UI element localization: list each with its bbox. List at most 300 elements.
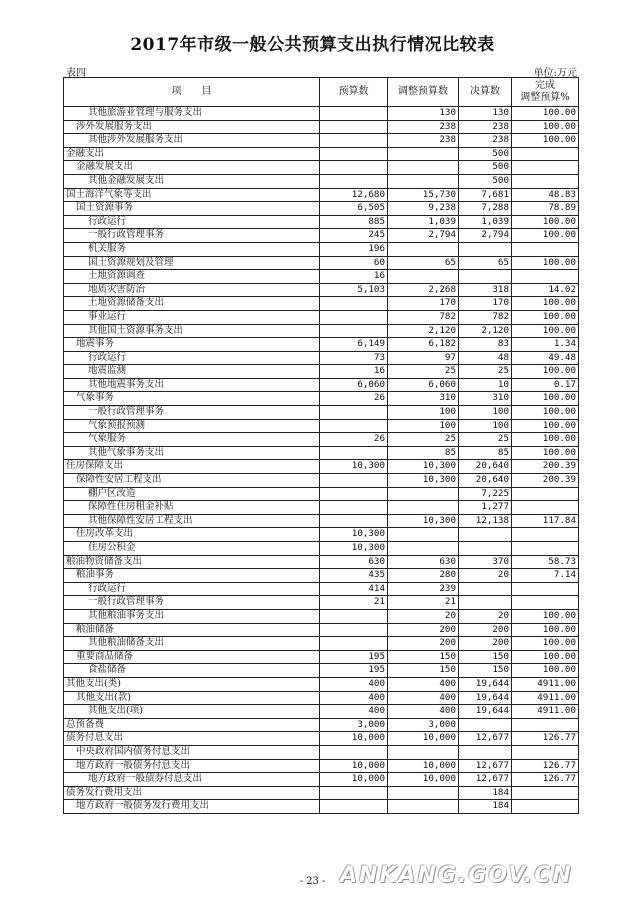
table-row bbox=[64, 147, 579, 161]
table-row bbox=[64, 528, 579, 542]
row-budget bbox=[320, 147, 388, 161]
row-budget: 26 bbox=[320, 433, 388, 447]
row-final-accounts: 65 bbox=[459, 256, 512, 270]
row-completion-rate bbox=[512, 718, 579, 732]
row-budget bbox=[320, 324, 388, 338]
row-adjusted-budget: 238 bbox=[388, 120, 459, 134]
row-adjusted-budget: 10,300 bbox=[388, 514, 459, 528]
table-row bbox=[64, 365, 579, 379]
row-budget: 6,505 bbox=[320, 202, 388, 216]
table-row bbox=[64, 406, 579, 420]
row-completion-rate: 1.34 bbox=[512, 338, 579, 352]
row-adjusted-budget: 280 bbox=[388, 569, 459, 583]
row-completion-rate: 58.73 bbox=[512, 555, 579, 569]
table-row bbox=[64, 283, 579, 297]
row-completion-rate bbox=[512, 596, 579, 610]
row-adjusted-budget bbox=[388, 800, 459, 814]
row-completion-rate bbox=[512, 542, 579, 556]
row-item-name: 棚户区改造 bbox=[64, 487, 320, 501]
row-final-accounts: 7,288 bbox=[459, 202, 512, 216]
row-adjusted-budget bbox=[388, 161, 459, 175]
row-final-accounts bbox=[459, 596, 512, 610]
row-completion-rate: 14.02 bbox=[512, 283, 579, 297]
expenditure-table bbox=[63, 77, 579, 814]
row-completion-rate bbox=[512, 745, 579, 759]
row-item-name: 地方政府一般债务发行费用支出 bbox=[64, 800, 320, 814]
row-final-accounts: 20,640 bbox=[459, 474, 512, 488]
table-row bbox=[64, 392, 579, 406]
row-adjusted-budget: 200 bbox=[388, 637, 459, 651]
row-budget: 885 bbox=[320, 215, 388, 229]
row-budget bbox=[320, 609, 388, 623]
row-budget: 196 bbox=[320, 242, 388, 256]
table-row bbox=[64, 107, 579, 121]
table-row bbox=[64, 134, 579, 148]
row-adjusted-budget: 6,060 bbox=[388, 378, 459, 392]
row-adjusted-budget: 400 bbox=[388, 691, 459, 705]
row-final-accounts: 12,677 bbox=[459, 773, 512, 787]
row-adjusted-budget: 150 bbox=[388, 664, 459, 678]
row-final-accounts: 19,644 bbox=[459, 677, 512, 691]
row-item-name: 住房公积金 bbox=[64, 542, 320, 556]
table-row bbox=[64, 433, 579, 447]
row-adjusted-budget: 310 bbox=[388, 392, 459, 406]
row-adjusted-budget: 15,730 bbox=[388, 188, 459, 202]
row-completion-rate: 126.77 bbox=[512, 773, 579, 787]
row-completion-rate: 200.39 bbox=[512, 474, 579, 488]
row-budget: 10,000 bbox=[320, 773, 388, 787]
row-adjusted-budget: 782 bbox=[388, 310, 459, 324]
row-adjusted-budget: 2,120 bbox=[388, 324, 459, 338]
row-item-name: 一般行政管理事务 bbox=[64, 406, 320, 420]
row-final-accounts: 130 bbox=[459, 107, 512, 121]
row-completion-rate: 100.00 bbox=[512, 433, 579, 447]
row-final-accounts: 782 bbox=[459, 310, 512, 324]
row-final-accounts: 184 bbox=[459, 800, 512, 814]
row-completion-rate: 100.00 bbox=[512, 107, 579, 121]
row-item-name: 土地资源储备支出 bbox=[64, 297, 320, 311]
table-row bbox=[64, 270, 579, 284]
table-row bbox=[64, 664, 579, 678]
row-item-name: 其他国土资源事务支出 bbox=[64, 324, 320, 338]
row-completion-rate bbox=[512, 147, 579, 161]
row-completion-rate: 126.77 bbox=[512, 759, 579, 773]
row-budget bbox=[320, 786, 388, 800]
row-budget: 10,000 bbox=[320, 732, 388, 746]
row-final-accounts: 2,794 bbox=[459, 229, 512, 243]
row-budget: 245 bbox=[320, 229, 388, 243]
row-budget bbox=[320, 297, 388, 311]
row-completion-rate: 100.00 bbox=[512, 664, 579, 678]
row-adjusted-budget: 20 bbox=[388, 609, 459, 623]
row-item-name: 地质灾害防治 bbox=[64, 283, 320, 297]
row-adjusted-budget: 3,000 bbox=[388, 718, 459, 732]
table-row bbox=[64, 759, 579, 773]
row-final-accounts: 2,120 bbox=[459, 324, 512, 338]
row-adjusted-budget: 25 bbox=[388, 365, 459, 379]
row-adjusted-budget: 2,268 bbox=[388, 283, 459, 297]
row-budget bbox=[320, 745, 388, 759]
table-header-row bbox=[64, 78, 579, 107]
row-final-accounts: 150 bbox=[459, 664, 512, 678]
row-budget: 630 bbox=[320, 555, 388, 569]
row-item-name: 事业运行 bbox=[64, 310, 320, 324]
row-item-name: 机关服务 bbox=[64, 242, 320, 256]
row-final-accounts: 500 bbox=[459, 147, 512, 161]
header-final-accounts: 决算数 bbox=[459, 78, 512, 107]
row-item-name: 中央政府国内债务付息支出 bbox=[64, 745, 320, 759]
row-final-accounts bbox=[459, 528, 512, 542]
row-completion-rate: 100.00 bbox=[512, 256, 579, 270]
table-row bbox=[64, 297, 579, 311]
row-adjusted-budget: 6,182 bbox=[388, 338, 459, 352]
table-label: 表四 bbox=[66, 68, 86, 79]
table-row bbox=[64, 256, 579, 270]
row-adjusted-budget: 85 bbox=[388, 446, 459, 460]
row-final-accounts bbox=[459, 745, 512, 759]
row-final-accounts: 370 bbox=[459, 555, 512, 569]
row-budget: 10,300 bbox=[320, 528, 388, 542]
row-final-accounts: 184 bbox=[459, 786, 512, 800]
table-row bbox=[64, 569, 579, 583]
row-final-accounts bbox=[459, 270, 512, 284]
row-item-name: 重要商品储备 bbox=[64, 650, 320, 664]
row-budget: 6,149 bbox=[320, 338, 388, 352]
table-row bbox=[64, 637, 579, 651]
table-row bbox=[64, 310, 579, 324]
row-item-name: 其他金融发展支出 bbox=[64, 174, 320, 188]
row-final-accounts: 100 bbox=[459, 419, 512, 433]
row-completion-rate: 49.48 bbox=[512, 351, 579, 365]
row-adjusted-budget: 9,238 bbox=[388, 202, 459, 216]
watermark-text: ANKANG.GOV.CN bbox=[340, 863, 573, 888]
table-row bbox=[64, 419, 579, 433]
row-final-accounts: 25 bbox=[459, 365, 512, 379]
table-row bbox=[64, 718, 579, 732]
table-row bbox=[64, 324, 579, 338]
row-completion-rate: 4911.00 bbox=[512, 677, 579, 691]
row-budget: 400 bbox=[320, 677, 388, 691]
row-completion-rate: 100.00 bbox=[512, 406, 579, 420]
row-completion-rate: 100.00 bbox=[512, 637, 579, 651]
row-final-accounts: 48 bbox=[459, 351, 512, 365]
header-completion-line2: 调整预算% bbox=[520, 92, 570, 103]
row-adjusted-budget: 10,000 bbox=[388, 732, 459, 746]
table-row bbox=[64, 691, 579, 705]
row-budget bbox=[320, 161, 388, 175]
row-final-accounts: 150 bbox=[459, 650, 512, 664]
row-completion-rate bbox=[512, 528, 579, 542]
table-row bbox=[64, 800, 579, 814]
row-completion-rate: 4911.00 bbox=[512, 705, 579, 719]
row-item-name: 气象事务 bbox=[64, 392, 320, 406]
table-row bbox=[64, 732, 579, 746]
table-row bbox=[64, 786, 579, 800]
table-row bbox=[64, 378, 579, 392]
row-item-name: 土地资源调查 bbox=[64, 270, 320, 284]
row-budget: 3,000 bbox=[320, 718, 388, 732]
row-budget bbox=[320, 419, 388, 433]
row-budget: 21 bbox=[320, 596, 388, 610]
row-item-name: 住房保障支出 bbox=[64, 460, 320, 474]
row-final-accounts: 318 bbox=[459, 283, 512, 297]
table-row bbox=[64, 161, 579, 175]
row-completion-rate: 100.00 bbox=[512, 310, 579, 324]
row-item-name: 其他保障性安居工程支出 bbox=[64, 514, 320, 528]
row-budget bbox=[320, 134, 388, 148]
row-item-name: 国土海洋气象等支出 bbox=[64, 188, 320, 202]
table-row bbox=[64, 596, 579, 610]
row-final-accounts bbox=[459, 582, 512, 596]
row-adjusted-budget bbox=[388, 786, 459, 800]
row-final-accounts: 500 bbox=[459, 174, 512, 188]
header-budget: 预算数 bbox=[320, 78, 388, 107]
table-row bbox=[64, 501, 579, 515]
row-adjusted-budget: 400 bbox=[388, 677, 459, 691]
row-item-name: 保障性住房租金补贴 bbox=[64, 501, 320, 515]
row-adjusted-budget: 10,000 bbox=[388, 773, 459, 787]
row-completion-rate: 100.00 bbox=[512, 365, 579, 379]
row-item-name: 行政运行 bbox=[64, 582, 320, 596]
row-completion-rate: 100.00 bbox=[512, 609, 579, 623]
table-row bbox=[64, 215, 579, 229]
row-final-accounts: 25 bbox=[459, 433, 512, 447]
row-completion-rate bbox=[512, 800, 579, 814]
row-final-accounts: 238 bbox=[459, 120, 512, 134]
row-final-accounts: 310 bbox=[459, 392, 512, 406]
row-completion-rate: 100.00 bbox=[512, 446, 579, 460]
row-item-name: 粮油储备 bbox=[64, 623, 320, 637]
table-row bbox=[64, 460, 579, 474]
row-adjusted-budget bbox=[388, 501, 459, 515]
row-item-name: 其他粮油事务支出 bbox=[64, 609, 320, 623]
row-completion-rate bbox=[512, 270, 579, 284]
row-final-accounts bbox=[459, 718, 512, 732]
row-completion-rate: 48.83 bbox=[512, 188, 579, 202]
table-row bbox=[64, 542, 579, 556]
row-budget bbox=[320, 474, 388, 488]
row-final-accounts: 100 bbox=[459, 406, 512, 420]
row-adjusted-budget: 400 bbox=[388, 705, 459, 719]
table-row bbox=[64, 202, 579, 216]
table-row bbox=[64, 705, 579, 719]
table-row bbox=[64, 487, 579, 501]
row-completion-rate bbox=[512, 174, 579, 188]
row-completion-rate bbox=[512, 242, 579, 256]
row-budget: 10,300 bbox=[320, 460, 388, 474]
row-budget: 16 bbox=[320, 365, 388, 379]
row-final-accounts: 200 bbox=[459, 623, 512, 637]
row-completion-rate: 100.00 bbox=[512, 297, 579, 311]
row-item-name: 地方政府一般债务付息支出 bbox=[64, 759, 320, 773]
row-adjusted-budget bbox=[388, 528, 459, 542]
row-final-accounts: 1,277 bbox=[459, 501, 512, 515]
row-final-accounts: 1,039 bbox=[459, 215, 512, 229]
row-final-accounts: 12,138 bbox=[459, 514, 512, 528]
row-budget bbox=[320, 310, 388, 324]
row-budget bbox=[320, 800, 388, 814]
row-item-name: 其他支出(款) bbox=[64, 691, 320, 705]
row-budget: 60 bbox=[320, 256, 388, 270]
table-row bbox=[64, 474, 579, 488]
row-budget: 195 bbox=[320, 664, 388, 678]
row-final-accounts: 83 bbox=[459, 338, 512, 352]
row-completion-rate: 4911.00 bbox=[512, 691, 579, 705]
table-row bbox=[64, 174, 579, 188]
row-completion-rate: 200.39 bbox=[512, 460, 579, 474]
row-item-name: 国土资源规划及管理 bbox=[64, 256, 320, 270]
table-row bbox=[64, 242, 579, 256]
row-final-accounts bbox=[459, 542, 512, 556]
row-budget bbox=[320, 487, 388, 501]
row-item-name: 债务付息支出 bbox=[64, 732, 320, 746]
row-adjusted-budget: 21 bbox=[388, 596, 459, 610]
row-final-accounts: 12,677 bbox=[459, 759, 512, 773]
table-row bbox=[64, 745, 579, 759]
table-row bbox=[64, 120, 579, 134]
row-final-accounts: 7,225 bbox=[459, 487, 512, 501]
row-final-accounts: 10 bbox=[459, 378, 512, 392]
unit-label: 单位:万元 bbox=[533, 68, 577, 79]
table-row bbox=[64, 677, 579, 691]
row-completion-rate: 100.00 bbox=[512, 215, 579, 229]
row-item-name: 食盐储备 bbox=[64, 664, 320, 678]
row-completion-rate: 126.77 bbox=[512, 732, 579, 746]
row-budget: 10,300 bbox=[320, 542, 388, 556]
row-budget bbox=[320, 623, 388, 637]
page-title: 2017年市级一般公共预算支出执行情况比较表 bbox=[130, 35, 495, 55]
row-final-accounts: 7,681 bbox=[459, 188, 512, 202]
table-row bbox=[64, 609, 579, 623]
row-final-accounts: 500 bbox=[459, 161, 512, 175]
row-item-name: 金融支出 bbox=[64, 147, 320, 161]
row-budget: 400 bbox=[320, 691, 388, 705]
table-row bbox=[64, 650, 579, 664]
row-item-name: 气象服务 bbox=[64, 433, 320, 447]
row-item-name: 其他气象事务支出 bbox=[64, 446, 320, 460]
table-row bbox=[64, 582, 579, 596]
row-item-name: 其他支出(类) bbox=[64, 677, 320, 691]
row-budget bbox=[320, 107, 388, 121]
row-item-name: 粮油事务 bbox=[64, 569, 320, 583]
header-completion-line1: 完成 bbox=[535, 80, 555, 91]
table-row bbox=[64, 188, 579, 202]
row-item-name: 涉外发展服务支出 bbox=[64, 120, 320, 134]
row-final-accounts: 19,644 bbox=[459, 705, 512, 719]
row-adjusted-budget: 1,039 bbox=[388, 215, 459, 229]
row-adjusted-budget bbox=[388, 745, 459, 759]
row-final-accounts: 20 bbox=[459, 569, 512, 583]
row-adjusted-budget: 25 bbox=[388, 433, 459, 447]
row-completion-rate: 117.84 bbox=[512, 514, 579, 528]
row-budget bbox=[320, 446, 388, 460]
row-final-accounts: 170 bbox=[459, 297, 512, 311]
row-budget: 10,000 bbox=[320, 759, 388, 773]
row-adjusted-budget bbox=[388, 147, 459, 161]
row-completion-rate: 7.14 bbox=[512, 569, 579, 583]
row-item-name: 保障性安居工程支出 bbox=[64, 474, 320, 488]
row-completion-rate: 100.00 bbox=[512, 229, 579, 243]
row-adjusted-budget: 150 bbox=[388, 650, 459, 664]
row-item-name: 气象预报预测 bbox=[64, 419, 320, 433]
row-adjusted-budget: 10,300 bbox=[388, 460, 459, 474]
row-item-name: 其他旅游业管理与服务支出 bbox=[64, 107, 320, 121]
row-final-accounts: 20,640 bbox=[459, 460, 512, 474]
row-budget: 195 bbox=[320, 650, 388, 664]
row-completion-rate bbox=[512, 582, 579, 596]
header-completion-rate bbox=[512, 78, 579, 107]
header-adjusted-budget: 调整预算数 bbox=[388, 78, 459, 107]
row-budget: 414 bbox=[320, 582, 388, 596]
row-budget: 73 bbox=[320, 351, 388, 365]
row-budget bbox=[320, 120, 388, 134]
row-item-name: 其他支出(项) bbox=[64, 705, 320, 719]
row-final-accounts bbox=[459, 242, 512, 256]
row-item-name: 总预备费 bbox=[64, 718, 320, 732]
row-adjusted-budget: 100 bbox=[388, 406, 459, 420]
row-completion-rate: 100.00 bbox=[512, 120, 579, 134]
row-budget bbox=[320, 501, 388, 515]
row-budget: 400 bbox=[320, 705, 388, 719]
row-adjusted-budget: 238 bbox=[388, 134, 459, 148]
row-final-accounts: 200 bbox=[459, 637, 512, 651]
row-completion-rate: 100.00 bbox=[512, 134, 579, 148]
row-budget: 5,103 bbox=[320, 283, 388, 297]
row-completion-rate bbox=[512, 786, 579, 800]
row-item-name: 行政运行 bbox=[64, 215, 320, 229]
row-completion-rate: 100.00 bbox=[512, 392, 579, 406]
row-adjusted-budget bbox=[388, 542, 459, 556]
row-completion-rate: 100.00 bbox=[512, 419, 579, 433]
header-item: 项 目 bbox=[64, 78, 320, 107]
row-adjusted-budget: 630 bbox=[388, 555, 459, 569]
row-item-name: 国土资源事务 bbox=[64, 202, 320, 216]
row-adjusted-budget bbox=[388, 270, 459, 284]
row-budget: 26 bbox=[320, 392, 388, 406]
row-item-name: 一般行政管理事务 bbox=[64, 229, 320, 243]
row-adjusted-budget: 100 bbox=[388, 419, 459, 433]
row-budget bbox=[320, 174, 388, 188]
row-item-name: 地震事务 bbox=[64, 338, 320, 352]
row-item-name: 一般行政管理事务 bbox=[64, 596, 320, 610]
row-adjusted-budget: 170 bbox=[388, 297, 459, 311]
row-item-name: 债务发行费用支出 bbox=[64, 786, 320, 800]
row-completion-rate bbox=[512, 487, 579, 501]
row-completion-rate bbox=[512, 501, 579, 515]
row-budget bbox=[320, 514, 388, 528]
row-adjusted-budget: 10,300 bbox=[388, 474, 459, 488]
row-budget bbox=[320, 406, 388, 420]
table-body bbox=[64, 107, 579, 814]
row-completion-rate: 78.89 bbox=[512, 202, 579, 216]
row-budget: 6,060 bbox=[320, 378, 388, 392]
table-row bbox=[64, 446, 579, 460]
table-row bbox=[64, 555, 579, 569]
row-item-name: 住房改革支出 bbox=[64, 528, 320, 542]
row-adjusted-budget bbox=[388, 487, 459, 501]
row-budget: 12,680 bbox=[320, 188, 388, 202]
page-number: - 23 - bbox=[299, 876, 326, 887]
row-final-accounts: 85 bbox=[459, 446, 512, 460]
table-row bbox=[64, 514, 579, 528]
row-item-name: 金融发展支出 bbox=[64, 161, 320, 175]
row-adjusted-budget: 239 bbox=[388, 582, 459, 596]
row-adjusted-budget bbox=[388, 174, 459, 188]
table-row bbox=[64, 338, 579, 352]
row-final-accounts: 20 bbox=[459, 609, 512, 623]
row-budget: 435 bbox=[320, 569, 388, 583]
row-adjusted-budget bbox=[388, 242, 459, 256]
